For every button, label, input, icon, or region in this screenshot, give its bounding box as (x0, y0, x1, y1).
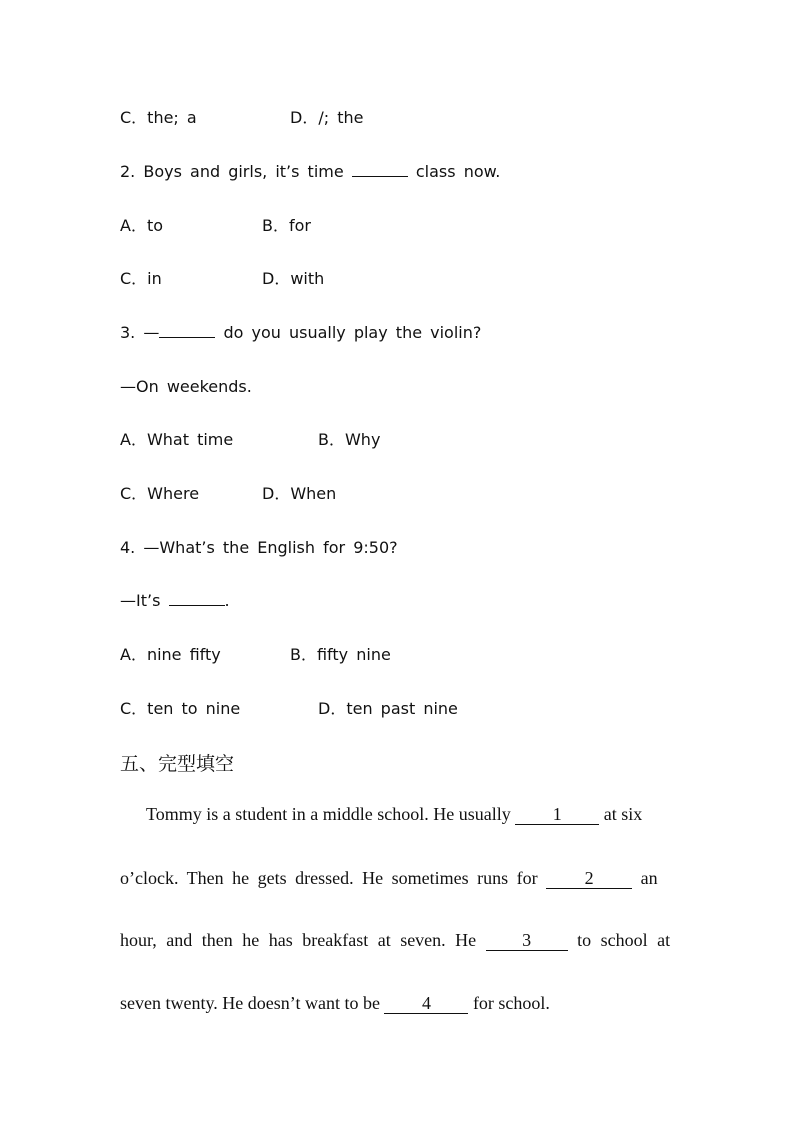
q4-blank (169, 605, 225, 606)
passage-line-2 (120, 866, 678, 890)
passage-line-2-before: o’clock. Then he gets dressed. He sometimes runs for (120, 868, 547, 888)
q4-answer-before: —It’s (120, 591, 169, 610)
q3-option-a: A．What time (120, 430, 234, 449)
q4-answer-after: . (224, 591, 230, 610)
q2-option-c: C．in (120, 269, 162, 288)
q3-option-b: B．Why (318, 430, 381, 449)
passage-line-2-after: an (632, 868, 658, 888)
passage-blank-3: 3 (486, 930, 568, 951)
passage-line-3-before: hour, and then he has breakfast at seven. He (120, 930, 486, 950)
passage-line-4-before: seven twenty. He doesn’t want to be (120, 993, 385, 1013)
q3-blank (159, 337, 215, 338)
q3-stem-before: 3. — (120, 323, 160, 342)
q2-stem-before: 2. Boys and girls, it’s time (120, 162, 352, 181)
passage-line-1 (120, 802, 678, 826)
passage-blank-2: 2 (546, 868, 632, 889)
q4-option-b: B．fifty nine (290, 645, 391, 664)
section-title: 五、完型填空 (120, 753, 235, 775)
q3-option-d: D．When (262, 484, 337, 503)
q2-stem (120, 162, 500, 182)
q3-answer-line: —On weekends. (120, 377, 252, 396)
q4-stem: 4. —What’s the English for 9:50? (120, 538, 398, 557)
q2-option-a: A．to (120, 216, 164, 235)
passage-blank-4: 4 (384, 993, 468, 1014)
passage-line-3-after: to school at (567, 930, 671, 950)
q2-stem-after: class now. (407, 162, 501, 181)
passage-blank-1: 1 (515, 804, 599, 825)
q4-option-d: D．ten past nine (318, 699, 458, 718)
q4-answer-line (120, 591, 230, 611)
q1-option-d: D．/; the (290, 108, 364, 127)
q3-stem-after: do you usually play the violin? (215, 323, 482, 342)
passage-line-4 (120, 991, 678, 1015)
q1-option-c: C．the; a (120, 108, 197, 127)
passage-line-1-before: Tommy is a student in a middle school. He usually (146, 804, 516, 824)
q4-option-c: C．ten to nine (120, 699, 241, 718)
q3-stem (120, 323, 481, 343)
q3-option-c: C．Where (120, 484, 200, 503)
passage-line-3 (120, 928, 678, 952)
q2-option-d: D．with (262, 269, 325, 288)
passage-line-1-after: at six (599, 804, 643, 824)
passage-line-4-after: for school. (468, 993, 550, 1013)
q2-blank (352, 176, 408, 177)
q2-option-b: B．for (262, 216, 311, 235)
q4-option-a: A．nine fifty (120, 645, 221, 664)
